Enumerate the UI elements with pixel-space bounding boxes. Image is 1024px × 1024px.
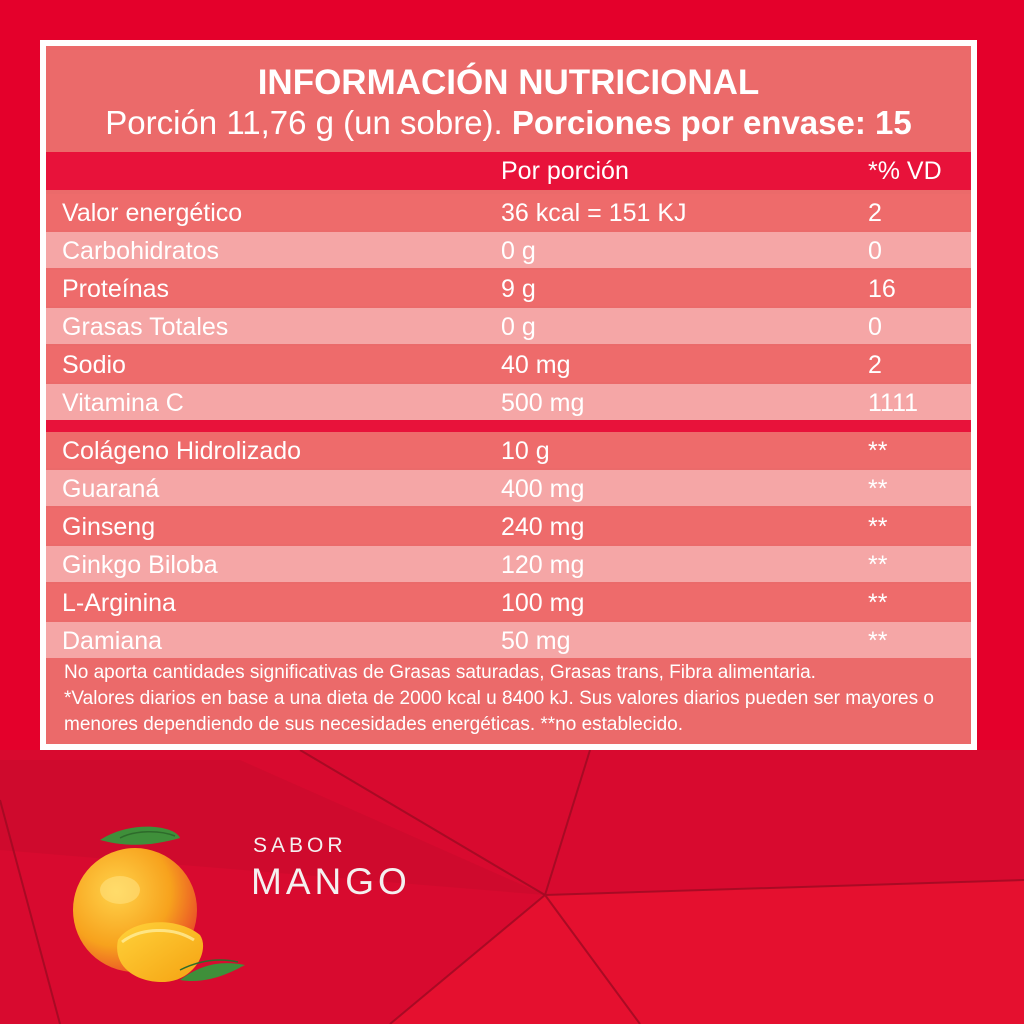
ingredient-name: Damiana bbox=[62, 627, 163, 655]
flavor-name: MANGO bbox=[251, 861, 411, 902]
table-row bbox=[46, 622, 971, 658]
ingredient-name: Ginseng bbox=[62, 513, 156, 541]
nutrient-amount: 500 mg bbox=[501, 389, 585, 417]
nutrition-table bbox=[46, 46, 971, 744]
ingredient-vd: ** bbox=[868, 437, 888, 465]
ingredient-name: Ginkgo Biloba bbox=[62, 551, 218, 579]
table-divider bbox=[46, 420, 971, 432]
ingredient-amount: 120 mg bbox=[501, 551, 585, 579]
table-title: INFORMACIÓN NUTRICIONAL bbox=[257, 63, 760, 102]
nutrient-amount: 9 g bbox=[501, 275, 536, 303]
nutrition-panel bbox=[40, 40, 977, 750]
nutrient-vd: 0 bbox=[868, 237, 882, 265]
mango-illustration-icon bbox=[60, 820, 250, 995]
table-row bbox=[46, 308, 971, 344]
ingredient-vd: ** bbox=[868, 551, 888, 579]
ingredient-amount: 50 mg bbox=[501, 627, 571, 655]
nutrient-name: Valor energético bbox=[62, 199, 243, 227]
table-row bbox=[46, 470, 971, 506]
ingredient-vd: ** bbox=[868, 627, 888, 655]
nutrient-amount: 0 g bbox=[501, 313, 536, 341]
nutrient-vd: 2 bbox=[868, 351, 882, 379]
table-row bbox=[46, 270, 971, 306]
table-row bbox=[46, 584, 971, 620]
footnote-not-significant: No aporta cantidades significativas de Grasas saturadas, Grasas trans, Fibra alimentaria. bbox=[64, 662, 816, 683]
ingredient-vd: ** bbox=[868, 475, 888, 503]
nutrient-amount: 36 kcal = 151 KJ bbox=[501, 199, 687, 227]
nutrient-vd: 2 bbox=[868, 199, 882, 227]
nutrient-amount: 0 g bbox=[501, 237, 536, 265]
nutrient-name: Sodio bbox=[62, 351, 126, 379]
nutrient-vd: 0 bbox=[868, 313, 882, 341]
table-header bbox=[46, 152, 971, 190]
table-row bbox=[46, 384, 971, 420]
ingredient-amount: 100 mg bbox=[501, 589, 585, 617]
ingredient-vd: ** bbox=[868, 513, 888, 541]
nutrient-vd: 1111 bbox=[868, 389, 919, 417]
nutrient-vd: 16 bbox=[868, 275, 896, 303]
table-row bbox=[46, 232, 971, 268]
serving-size: Porción 11,76 g (un sobre). bbox=[105, 104, 503, 141]
serving-info bbox=[46, 104, 971, 142]
table-row bbox=[46, 432, 971, 468]
flavor-label: SABOR bbox=[253, 834, 347, 857]
ingredient-name: Colágeno Hidrolizado bbox=[62, 437, 302, 465]
footnotes bbox=[64, 660, 959, 738]
header-per-serving: Por porción bbox=[501, 157, 629, 185]
ingredient-vd: ** bbox=[868, 589, 888, 617]
header-vd: *% VD bbox=[868, 157, 942, 185]
nutrient-name: Grasas Totales bbox=[62, 313, 229, 341]
table-row bbox=[46, 194, 971, 230]
table-row bbox=[46, 546, 971, 582]
nutrient-name: Vitamina C bbox=[62, 389, 184, 417]
footnote-daily-values: *Valores diarios en base a una dieta de 2000 kcal u 8400 kJ. Sus valores diarios pueden ser mayores o menores dependiendo de sus necesidades energéticas. **no establecido. bbox=[64, 688, 934, 735]
table-row bbox=[46, 346, 971, 382]
nutrient-amount: 40 mg bbox=[501, 351, 571, 379]
ingredient-amount: 240 mg bbox=[501, 513, 585, 541]
servings-per-container: Porciones por envase: 15 bbox=[511, 104, 912, 141]
ingredient-name: L-Arginina bbox=[62, 589, 176, 617]
nutrient-name: Proteínas bbox=[62, 275, 170, 303]
ingredient-amount: 400 mg bbox=[501, 475, 585, 503]
nutrient-name: Carbohidratos bbox=[62, 237, 220, 265]
table-row bbox=[46, 508, 971, 544]
ingredient-name: Guaraná bbox=[62, 475, 160, 503]
ingredient-amount: 10 g bbox=[501, 437, 550, 465]
